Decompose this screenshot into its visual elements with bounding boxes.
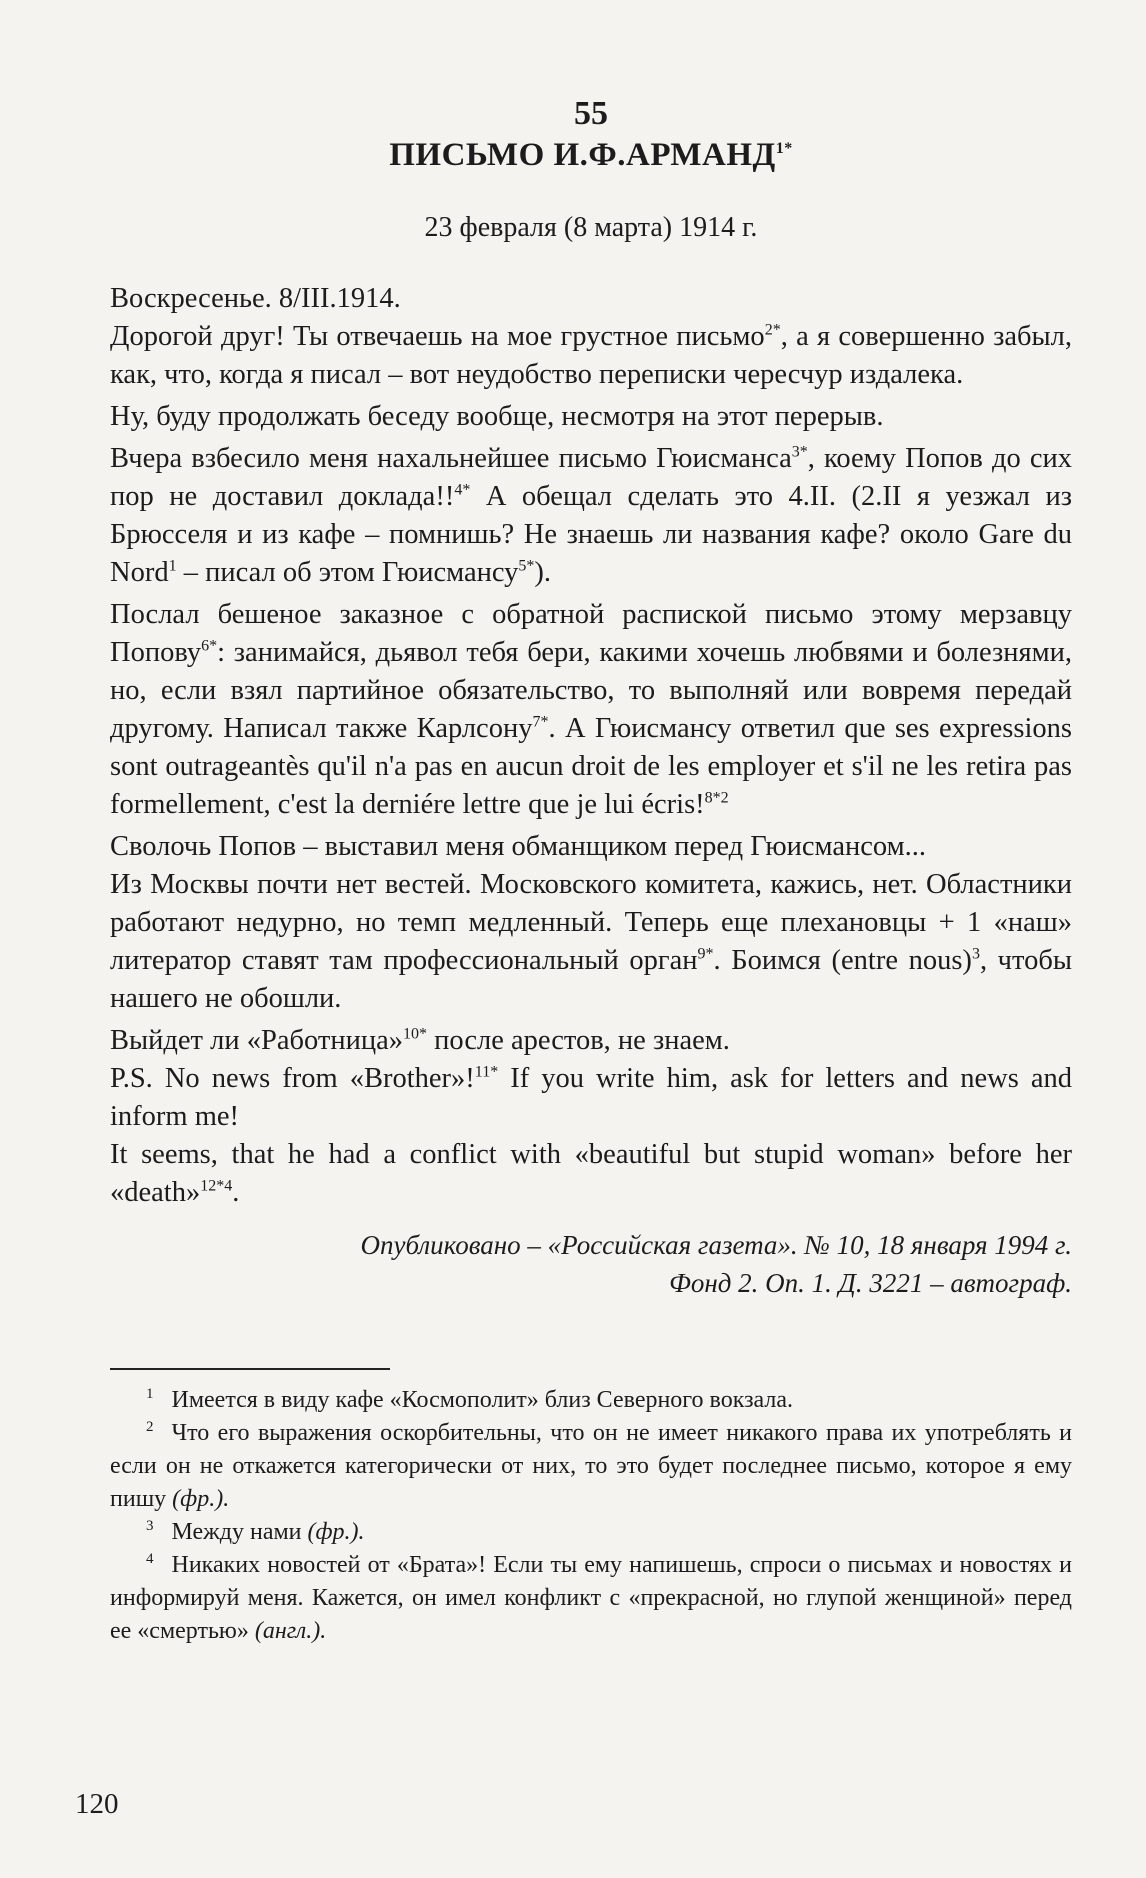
footnote-divider bbox=[110, 1368, 390, 1370]
publication-info bbox=[110, 1226, 1072, 1302]
letter-paragraph: Послал бешеное заказное с обратной распиской письмо этому мерзавцу Попову$^{6*}$: занимайся, дьявол тебя бери, какими хочешь любвями и болезнями, но, если взял партийное обязательство, то выполняй или вовремя передай другому. Написал также Карлсону$^{7*}$. А Гюисмансу ответил que ses expressions sont outrageantès qu'il n'a pas en aucun droit de les employer et s'il ne les retira pas formellement, c'est la derniére lettre que je lui écris!$^{8*2}$ bbox=[110, 599, 1072, 820]
footnote-item: $^2$ Что его выражения оскорбительны, что он не имеет никакого права их употреблять и если он не откажется категорически от них, то это будет последнее письмо, которое я ему пишу (фр.). bbox=[110, 1419, 1072, 1512]
title-footnote-ref: 1* bbox=[775, 140, 793, 157]
page-number: 120 bbox=[75, 1788, 119, 1820]
letter-body bbox=[110, 280, 1072, 1212]
archive-reference: Фонд 2. Оп. 1. Д. 3221 – автограф. bbox=[669, 1268, 1072, 1298]
footnote-item: $^1$ Имеется в виду кафе «Космополит» близ Северного вокзала. bbox=[146, 1386, 794, 1413]
letter-paragraph: Из Москвы почти нет вестей. Московского комитета, кажись, нет. Областники работают недурно, но темп медленный. Теперь еще плехановцы + 1 «наш» литератор ставят там профессиональный орган$^{9*}$. Боимся (entre nous)$^3$, чтобы нашего не обошли. bbox=[110, 869, 1072, 1014]
document-number: 55 bbox=[574, 95, 608, 132]
document-date: 23 февраля (8 марта) 1914 г. bbox=[424, 212, 758, 243]
letter-paragraph: P.S. No news from «Brother»!$^{11*}$ If you write him, ask for letters and news and inform me! bbox=[110, 1063, 1072, 1132]
letter-paragraph: Дорогой друг! Ты отвечаешь на мое грустное письмо$^{2*}$, а я совершенно забыл, как, что, когда я писал – вот неудобство переписки чересчур издалека. bbox=[110, 321, 1072, 390]
footnote-item: $^3$ Между нами (фр.). bbox=[146, 1518, 365, 1545]
letter-paragraph: Ну, буду продолжать беседу вообще, несмотря на этот перерыв. bbox=[110, 401, 884, 432]
letter-paragraph: Вчера взбесило меня нахальнейшее письмо Гюисманса$^{3*}$, коему Попов до сих пор не доставил доклада!!$^{4*}$ А обещал сделать это 4.II. (2.II я уезжал из Брюсселя и из кафе – помнишь? Не знаешь ли названия кафе? около Gare du Nord$^1$ – писал об этом Гюисмансу$^{5*}$). bbox=[110, 443, 1073, 588]
letter-paragraph: Выйдет ли «Работница»$^{10*}$ после арестов, не знаем. bbox=[110, 1025, 730, 1056]
title-text: ПИСЬМО И.Ф.АРМАНД bbox=[389, 137, 776, 173]
document-title bbox=[110, 137, 1072, 174]
publication-source: Опубликовано – «Российская газета». № 10, 18 января 1994 г. bbox=[360, 1230, 1072, 1260]
letter-paragraph: Сволочь Попов – выставил меня обманщиком перед Гюисмансом... bbox=[110, 831, 927, 862]
footnote-item: $^4$ Никаких новостей от «Брата»! Если ты ему напишешь, спроси о письмах и новостях и информируй меня. Кажется, он имел конфликт с «прекрасной, но глупой женщиной» перед ее «смертью» (англ.). bbox=[110, 1551, 1072, 1644]
footnotes bbox=[110, 1384, 1072, 1648]
letter-paragraph: It seems, that he had a conflict with «beautiful but stupid woman» before her «death»$^{12*4}$. bbox=[110, 1139, 1072, 1208]
letter-dateline: Воскресенье. 8/III.1914. bbox=[110, 283, 401, 314]
document-page bbox=[110, 95, 1072, 1648]
